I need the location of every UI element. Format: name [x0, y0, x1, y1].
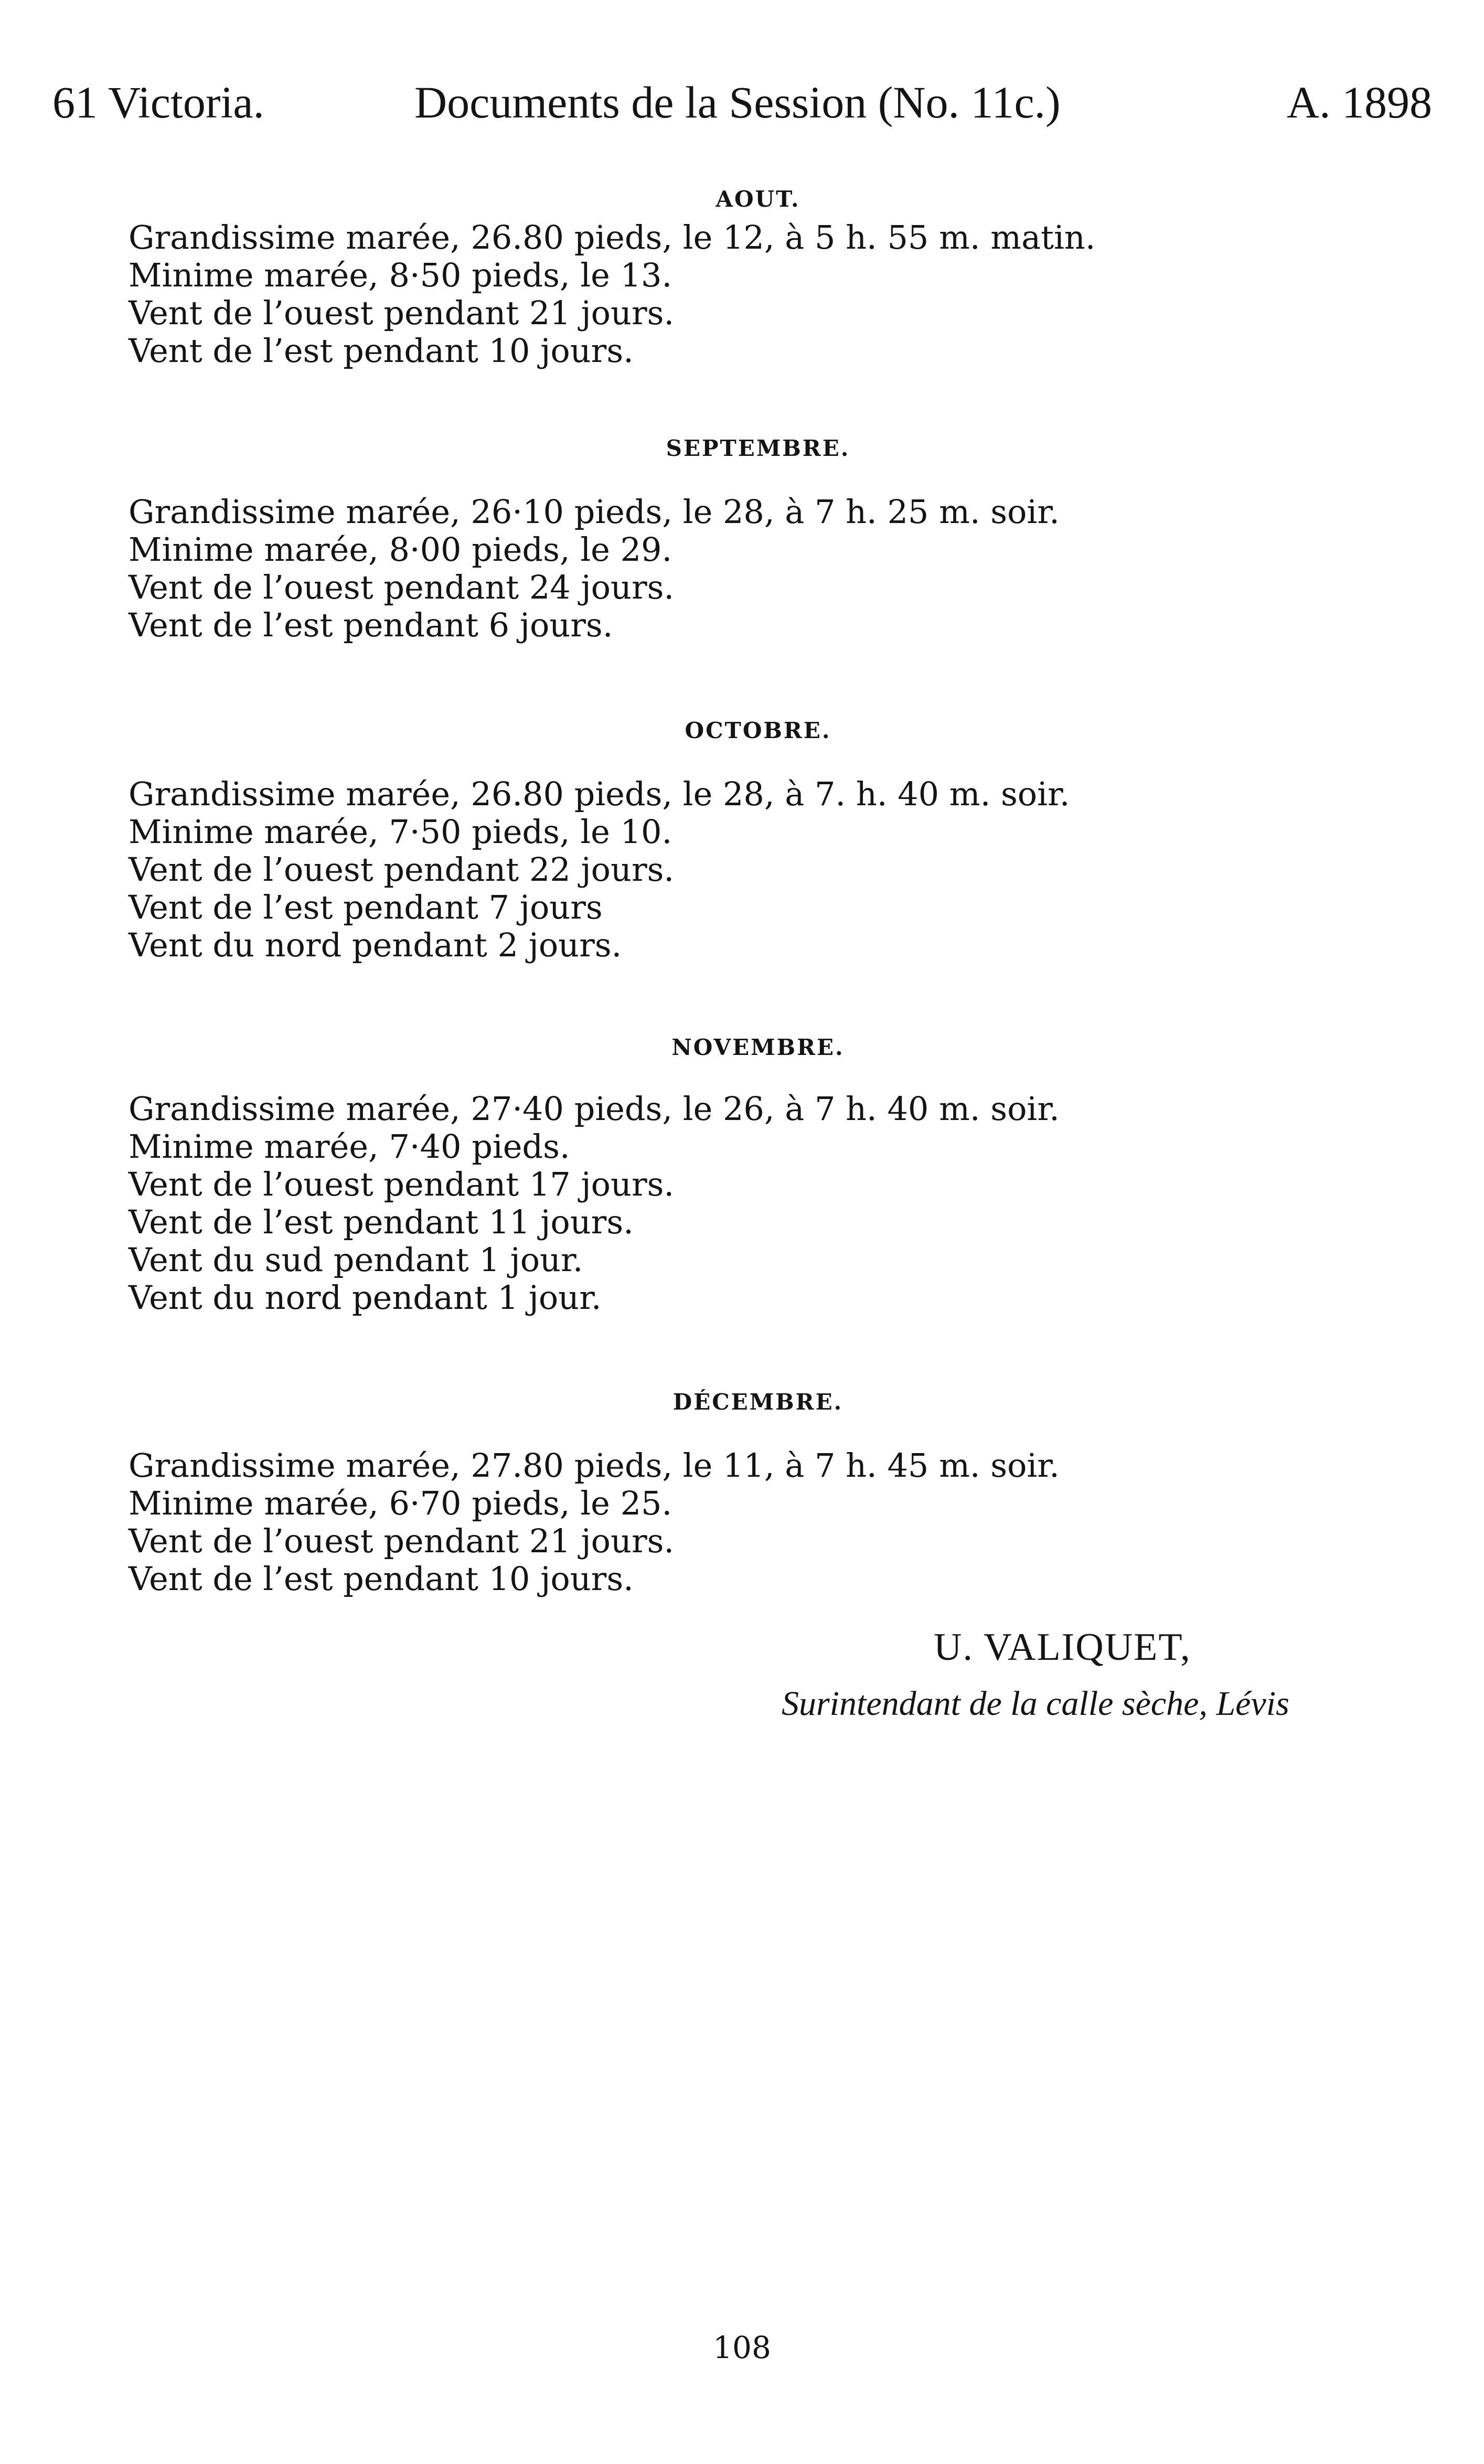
header-title: Documents de la Session (No. 11c.) [414, 77, 1061, 127]
highest-tide-line: Grandissime marée, 26.80 pieds, le 12, à 5 h. 55 m. matin. [129, 218, 1096, 257]
section-lines [129, 1090, 1060, 1317]
section-lines [129, 1447, 1060, 1598]
page-number: 108 [713, 2330, 771, 2365]
wind-line: Vent de l’ouest pendant 17 jours. [129, 1165, 675, 1203]
wind-line: Vent de l’est pendant 10 jours. [129, 1560, 634, 1598]
lowest-tide-line: Minime marée, 6·70 pieds, le 25. [129, 1484, 672, 1522]
highest-tide-line: Grandissime marée, 27.80 pieds, le 11, à 7 h. 45 m. soir. [129, 1446, 1060, 1485]
section-lines [129, 493, 1060, 644]
running-header [52, 73, 1432, 131]
section-lines [129, 775, 1070, 964]
header-year: A. 1898 [1286, 77, 1432, 127]
lowest-tide-line: Minime marée, 7·40 pieds. [129, 1127, 570, 1166]
month-heading: DÉCEMBRE. [672, 1389, 844, 1415]
month-heading: AOUT. [716, 186, 800, 212]
highest-tide-line: Grandissime marée, 26.80 pieds, le 28, à 7. h. 40 m. soir. [129, 775, 1070, 813]
lowest-tide-line: Minime marée, 8·00 pieds, le 29. [129, 530, 672, 569]
section-lines [129, 219, 1095, 370]
signatory-name: U. VALIQUET, [934, 1626, 1191, 1669]
wind-line: Vent du sud pendant 1 jour. [129, 1241, 583, 1279]
wind-line: Vent de l’est pendant 6 jours. [129, 606, 613, 644]
wind-line: Vent de l’est pendant 11 jours. [129, 1203, 634, 1241]
lowest-tide-line: Minime marée, 7·50 pieds, le 10. [129, 813, 672, 851]
wind-line: Vent du nord pendant 1 jour. [129, 1278, 602, 1317]
wind-line: Vent de l’est pendant 7 jours [129, 888, 603, 926]
highest-tide-line: Grandissime marée, 27·40 pieds, le 26, à 7 h. 40 m. soir. [129, 1090, 1060, 1128]
wind-line: Vent de l’ouest pendant 22 jours. [129, 850, 675, 889]
wind-line: Vent de l’ouest pendant 21 jours. [129, 294, 675, 332]
month-heading: SEPTEMBRE. [666, 435, 850, 461]
lowest-tide-line: Minime marée, 8·50 pieds, le 13. [129, 256, 672, 294]
wind-line: Vent de l’ouest pendant 21 jours. [129, 1522, 675, 1560]
signatory-title: Surintendant de la calle sèche, Lévis [782, 1684, 1289, 1723]
header-volume: 61 Victoria. [52, 77, 265, 127]
wind-line: Vent de l’ouest pendant 24 jours. [129, 568, 675, 606]
wind-line: Vent de l’est pendant 10 jours. [129, 332, 634, 370]
month-heading: NOVEMBRE. [671, 1034, 845, 1060]
highest-tide-line: Grandissime marée, 26·10 pieds, le 28, à 7 h. 25 m. soir. [129, 493, 1060, 531]
month-heading: OCTOBRE. [685, 718, 831, 743]
wind-line: Vent du nord pendant 2 jours. [129, 926, 622, 964]
